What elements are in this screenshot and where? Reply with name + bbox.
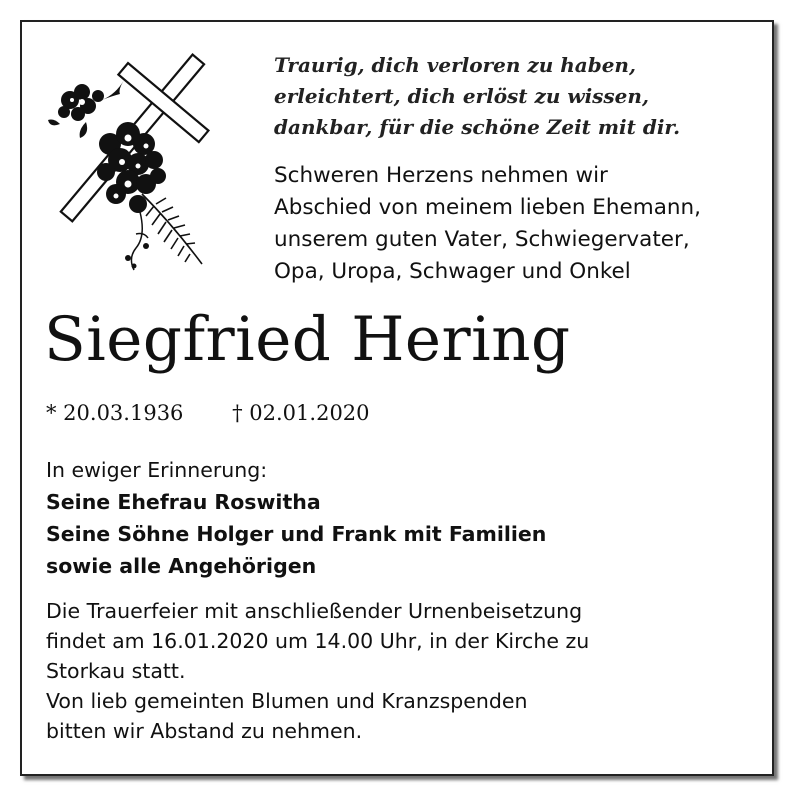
intro-line: Opa, Uropa, Schwager und Onkel	[274, 259, 631, 284]
family-line: sowie alle Angehörigen	[46, 554, 317, 578]
intro-line: unserem guten Vater, Schwiegervater,	[274, 227, 690, 252]
deceased-name: Siegfried Hering	[44, 304, 571, 375]
service-line: Von lieb gemeinten Blumen und Kranzspenden	[46, 689, 528, 713]
family-line: Seine Söhne Holger und Frank mit Familien	[46, 522, 547, 546]
service-line: Die Trauerfeier mit anschließender Urnenbeisetzung	[46, 599, 583, 623]
service-line: findet am 16.01.2020 um 14.00 Uhr, in der Kirche zu	[46, 629, 590, 653]
family-heading: In ewiger Erinnerung:	[46, 458, 268, 482]
quote-line: erleichtert, dich erlöst zu wissen,	[274, 84, 649, 108]
birth-date: * 20.03.1936	[46, 401, 184, 425]
quote-line: dankbar, für die schöne Zeit mit dir.	[274, 115, 681, 139]
intro-line: Abschied von meinem lieben Ehemann,	[274, 195, 701, 220]
family-line: Seine Ehefrau Roswitha	[46, 490, 321, 514]
quote-line: Traurig, dich verloren zu haben,	[274, 53, 636, 77]
death-date: † 02.01.2020	[232, 401, 370, 425]
family-section	[46, 454, 546, 582]
service-line: bitten wir Abstand zu nehmen.	[46, 719, 363, 743]
announcement-intro	[274, 160, 764, 288]
service-info	[46, 596, 766, 746]
life-dates	[46, 398, 370, 428]
cross-with-roses-icon	[42, 34, 214, 272]
memorial-quote	[274, 50, 754, 143]
intro-line: Schweren Herzens nehmen wir	[274, 163, 608, 188]
service-line: Storkau statt.	[46, 659, 186, 683]
